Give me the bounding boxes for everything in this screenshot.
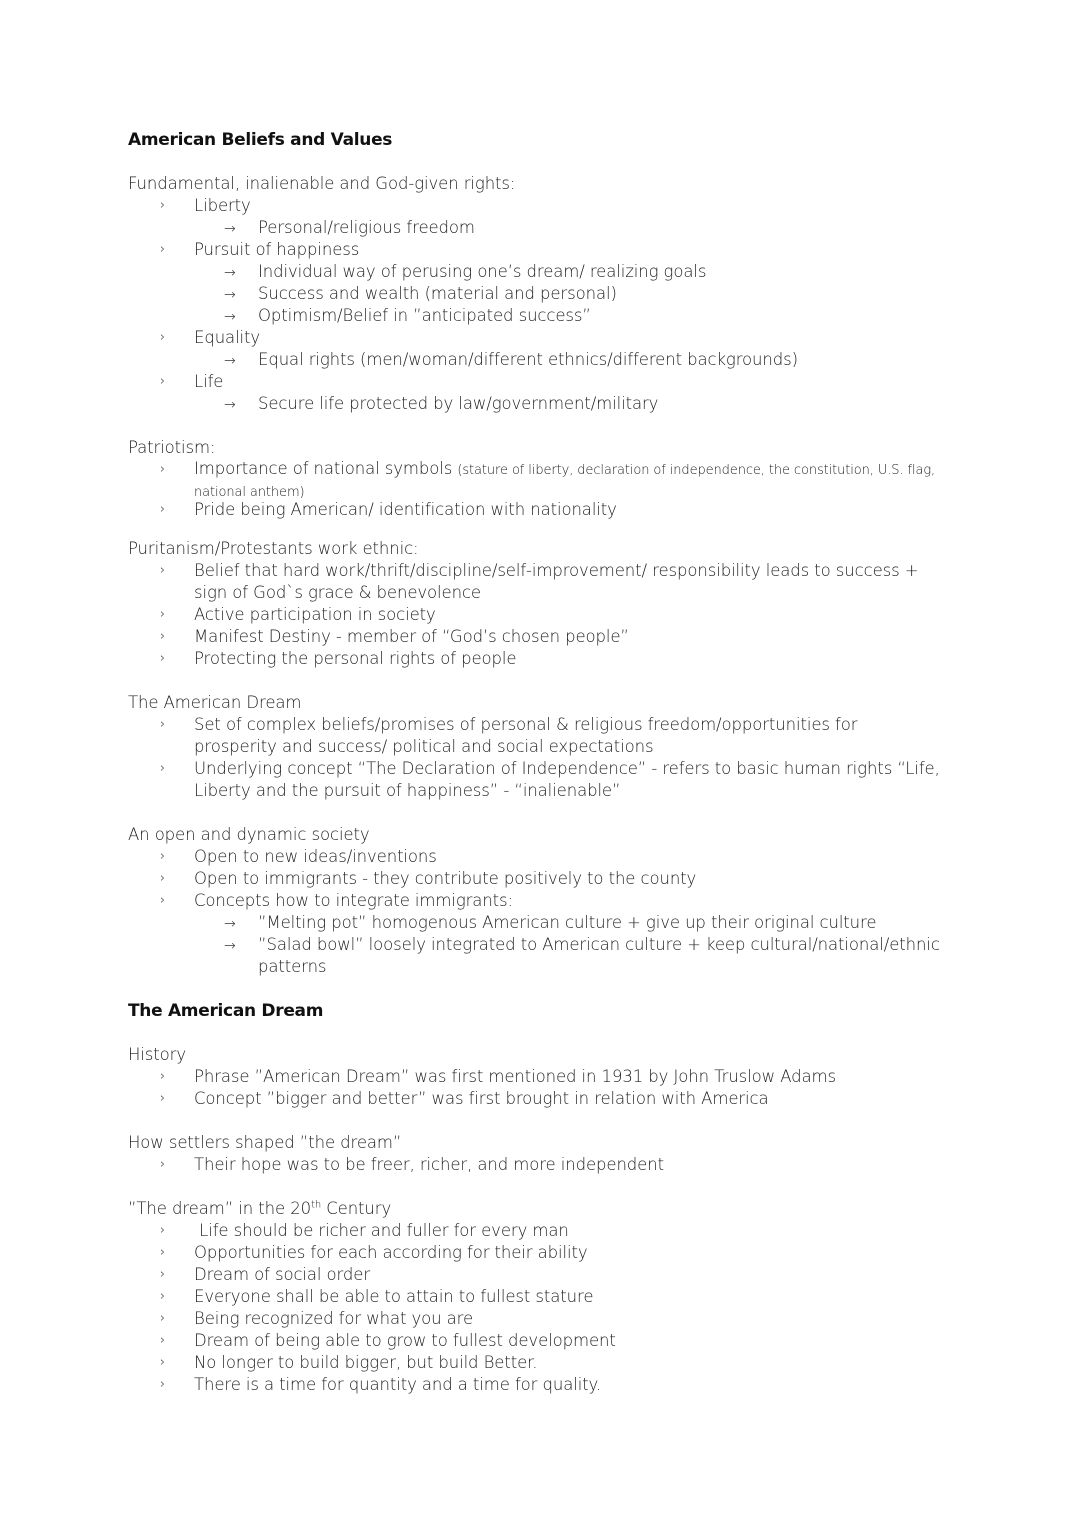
- chevron-right-icon: ›: [160, 761, 166, 776]
- group-title-superscript: th: [311, 1199, 322, 1211]
- list-item-text: Equality: [194, 328, 261, 347]
- chevron-right-icon: ›: [160, 1091, 166, 1106]
- group-title: Fundamental, inalienable and God-given rights:: [128, 174, 516, 193]
- group-title-text: ”The dream” in the 20: [128, 1199, 312, 1218]
- section-heading: The American Dream: [128, 1001, 324, 1021]
- list-item-text: Concepts how to integrate immigrants:: [194, 891, 514, 910]
- chevron-right-icon: ›: [160, 1333, 166, 1348]
- chevron-right-icon: ›: [160, 1355, 166, 1370]
- list-item-main-text: Importance of national symbols: [194, 459, 453, 478]
- chevron-right-icon: ›: [160, 502, 166, 517]
- sub-list-item-text: Secure life protected by law/government/military: [258, 394, 659, 413]
- group-title: Patriotism:: [128, 438, 216, 457]
- list-item-text: Dream of being able to grow to fullest development: [194, 1331, 616, 1350]
- chevron-right-icon: ›: [160, 1377, 166, 1392]
- list-item-text: Dream of social order: [194, 1265, 371, 1284]
- chevron-right-icon: ›: [160, 1311, 166, 1326]
- list-item-text: Belief that hard work/thrift/discipline/self-improvement/ responsibility leads to success + sign of God`s grace & benevolence: [194, 561, 919, 602]
- list-item-text: Opportunities for each according for their ability: [194, 1243, 588, 1262]
- group-title: History: [128, 1045, 187, 1064]
- list-item-text: Their hope was to be freer, richer, and more independent: [194, 1155, 664, 1174]
- list-item-text: Open to new ideas/inventions: [194, 847, 437, 866]
- group-title: [128, 1198, 391, 1220]
- sub-list-item-text: Individual way of perusing one’s dream/ realizing goals: [258, 262, 707, 281]
- chevron-right-icon: ›: [160, 849, 166, 864]
- list-item-text: Set of complex beliefs/promises of personal & religious freedom/opportunities for prosperity and success/ political and social expectations: [194, 715, 858, 756]
- chevron-right-icon: ›: [160, 1157, 166, 1172]
- sub-list-item-text: ”Melting pot” homogenous American culture + give up their original culture: [258, 913, 877, 932]
- list-item-text: Life: [194, 372, 224, 391]
- chevron-right-icon: ›: [160, 563, 166, 578]
- group-title-suffix: Century: [321, 1199, 392, 1218]
- list-item-text: Protecting the personal rights of people: [194, 649, 517, 668]
- arrow-right-icon: →: [224, 916, 236, 932]
- list-item-text: Active participation in society: [194, 605, 436, 624]
- arrow-right-icon: →: [224, 221, 236, 237]
- chevron-right-icon: ›: [160, 198, 166, 213]
- chevron-right-icon: ›: [160, 242, 166, 257]
- chevron-right-icon: ›: [160, 374, 166, 389]
- section-heading: American Beliefs and Values: [128, 130, 393, 150]
- chevron-right-icon: ›: [160, 1267, 166, 1282]
- chevron-right-icon: ›: [160, 629, 166, 644]
- list-item-text: Being recognized for what you are: [194, 1309, 474, 1328]
- chevron-right-icon: ›: [160, 1289, 166, 1304]
- chevron-right-icon: ›: [160, 462, 166, 477]
- list-item-text: Underlying concept “The Declaration of Independence” - refers to basic human rights “Life, Liberty and the pursuit of happiness” - “inalienable”: [194, 759, 940, 800]
- sub-list-item-text: Personal/religious freedom: [258, 218, 475, 237]
- sub-list-item-text: Success and wealth (material and personal): [258, 284, 617, 303]
- list-item-text: There is a time for quantity and a time for quality.: [194, 1375, 602, 1394]
- sub-list-item-text: Optimism/Belief in ”anticipated success”: [258, 306, 591, 325]
- chevron-right-icon: ›: [160, 1223, 166, 1238]
- list-item-text: [194, 459, 944, 503]
- list-item-text: Everyone shall be able to attain to fullest stature: [194, 1287, 594, 1306]
- arrow-right-icon: →: [224, 265, 236, 281]
- arrow-right-icon: →: [224, 397, 236, 413]
- list-item-text: Pride being American/ identification with nationality: [194, 500, 617, 519]
- list-item-note: (stature of liberty, declaration of independence, the constitution, U.S. flag, national anthem): [194, 463, 936, 500]
- list-item-text: Manifest Destiny - member of “God’s chosen people”: [194, 627, 629, 646]
- list-item-text: Open to immigrants - they contribute positively to the county: [194, 869, 697, 888]
- chevron-right-icon: ›: [160, 871, 166, 886]
- sub-list-item-text: Equal rights (men/woman/different ethnics/different backgrounds): [258, 350, 798, 369]
- chevron-right-icon: ›: [160, 717, 166, 732]
- arrow-right-icon: →: [224, 287, 236, 303]
- list-item-text: No longer to build bigger, but build Better.: [194, 1353, 538, 1372]
- group-title: An open and dynamic society: [128, 825, 370, 844]
- chevron-right-icon: ›: [160, 1245, 166, 1260]
- arrow-right-icon: →: [224, 309, 236, 325]
- chevron-right-icon: ›: [160, 893, 166, 908]
- sub-list-item-text: ”Salad bowl” loosely integrated to American culture + keep cultural/national/ethnic patterns: [258, 935, 940, 976]
- chevron-right-icon: ›: [160, 330, 166, 345]
- list-item-text: Concept ”bigger and better” was first brought in relation with America: [194, 1089, 769, 1108]
- chevron-right-icon: ›: [160, 651, 166, 666]
- list-item-text: Liberty: [194, 196, 251, 215]
- arrow-right-icon: →: [224, 938, 236, 954]
- group-title: Puritanism/Protestants work ethnic:: [128, 539, 419, 558]
- arrow-right-icon: →: [224, 353, 236, 369]
- group-title: The American Dream: [128, 693, 302, 712]
- list-item-text: Phrase ”American Dream” was first mentioned in 1931 by John Truslow Adams: [194, 1067, 836, 1086]
- chevron-right-icon: ›: [160, 1069, 166, 1084]
- list-item-text: Life should be richer and fuller for every man: [194, 1221, 569, 1240]
- list-item-text: Pursuit of happiness: [194, 240, 360, 259]
- chevron-right-icon: ›: [160, 607, 166, 622]
- group-title: How settlers shaped ”the dream”: [128, 1133, 402, 1152]
